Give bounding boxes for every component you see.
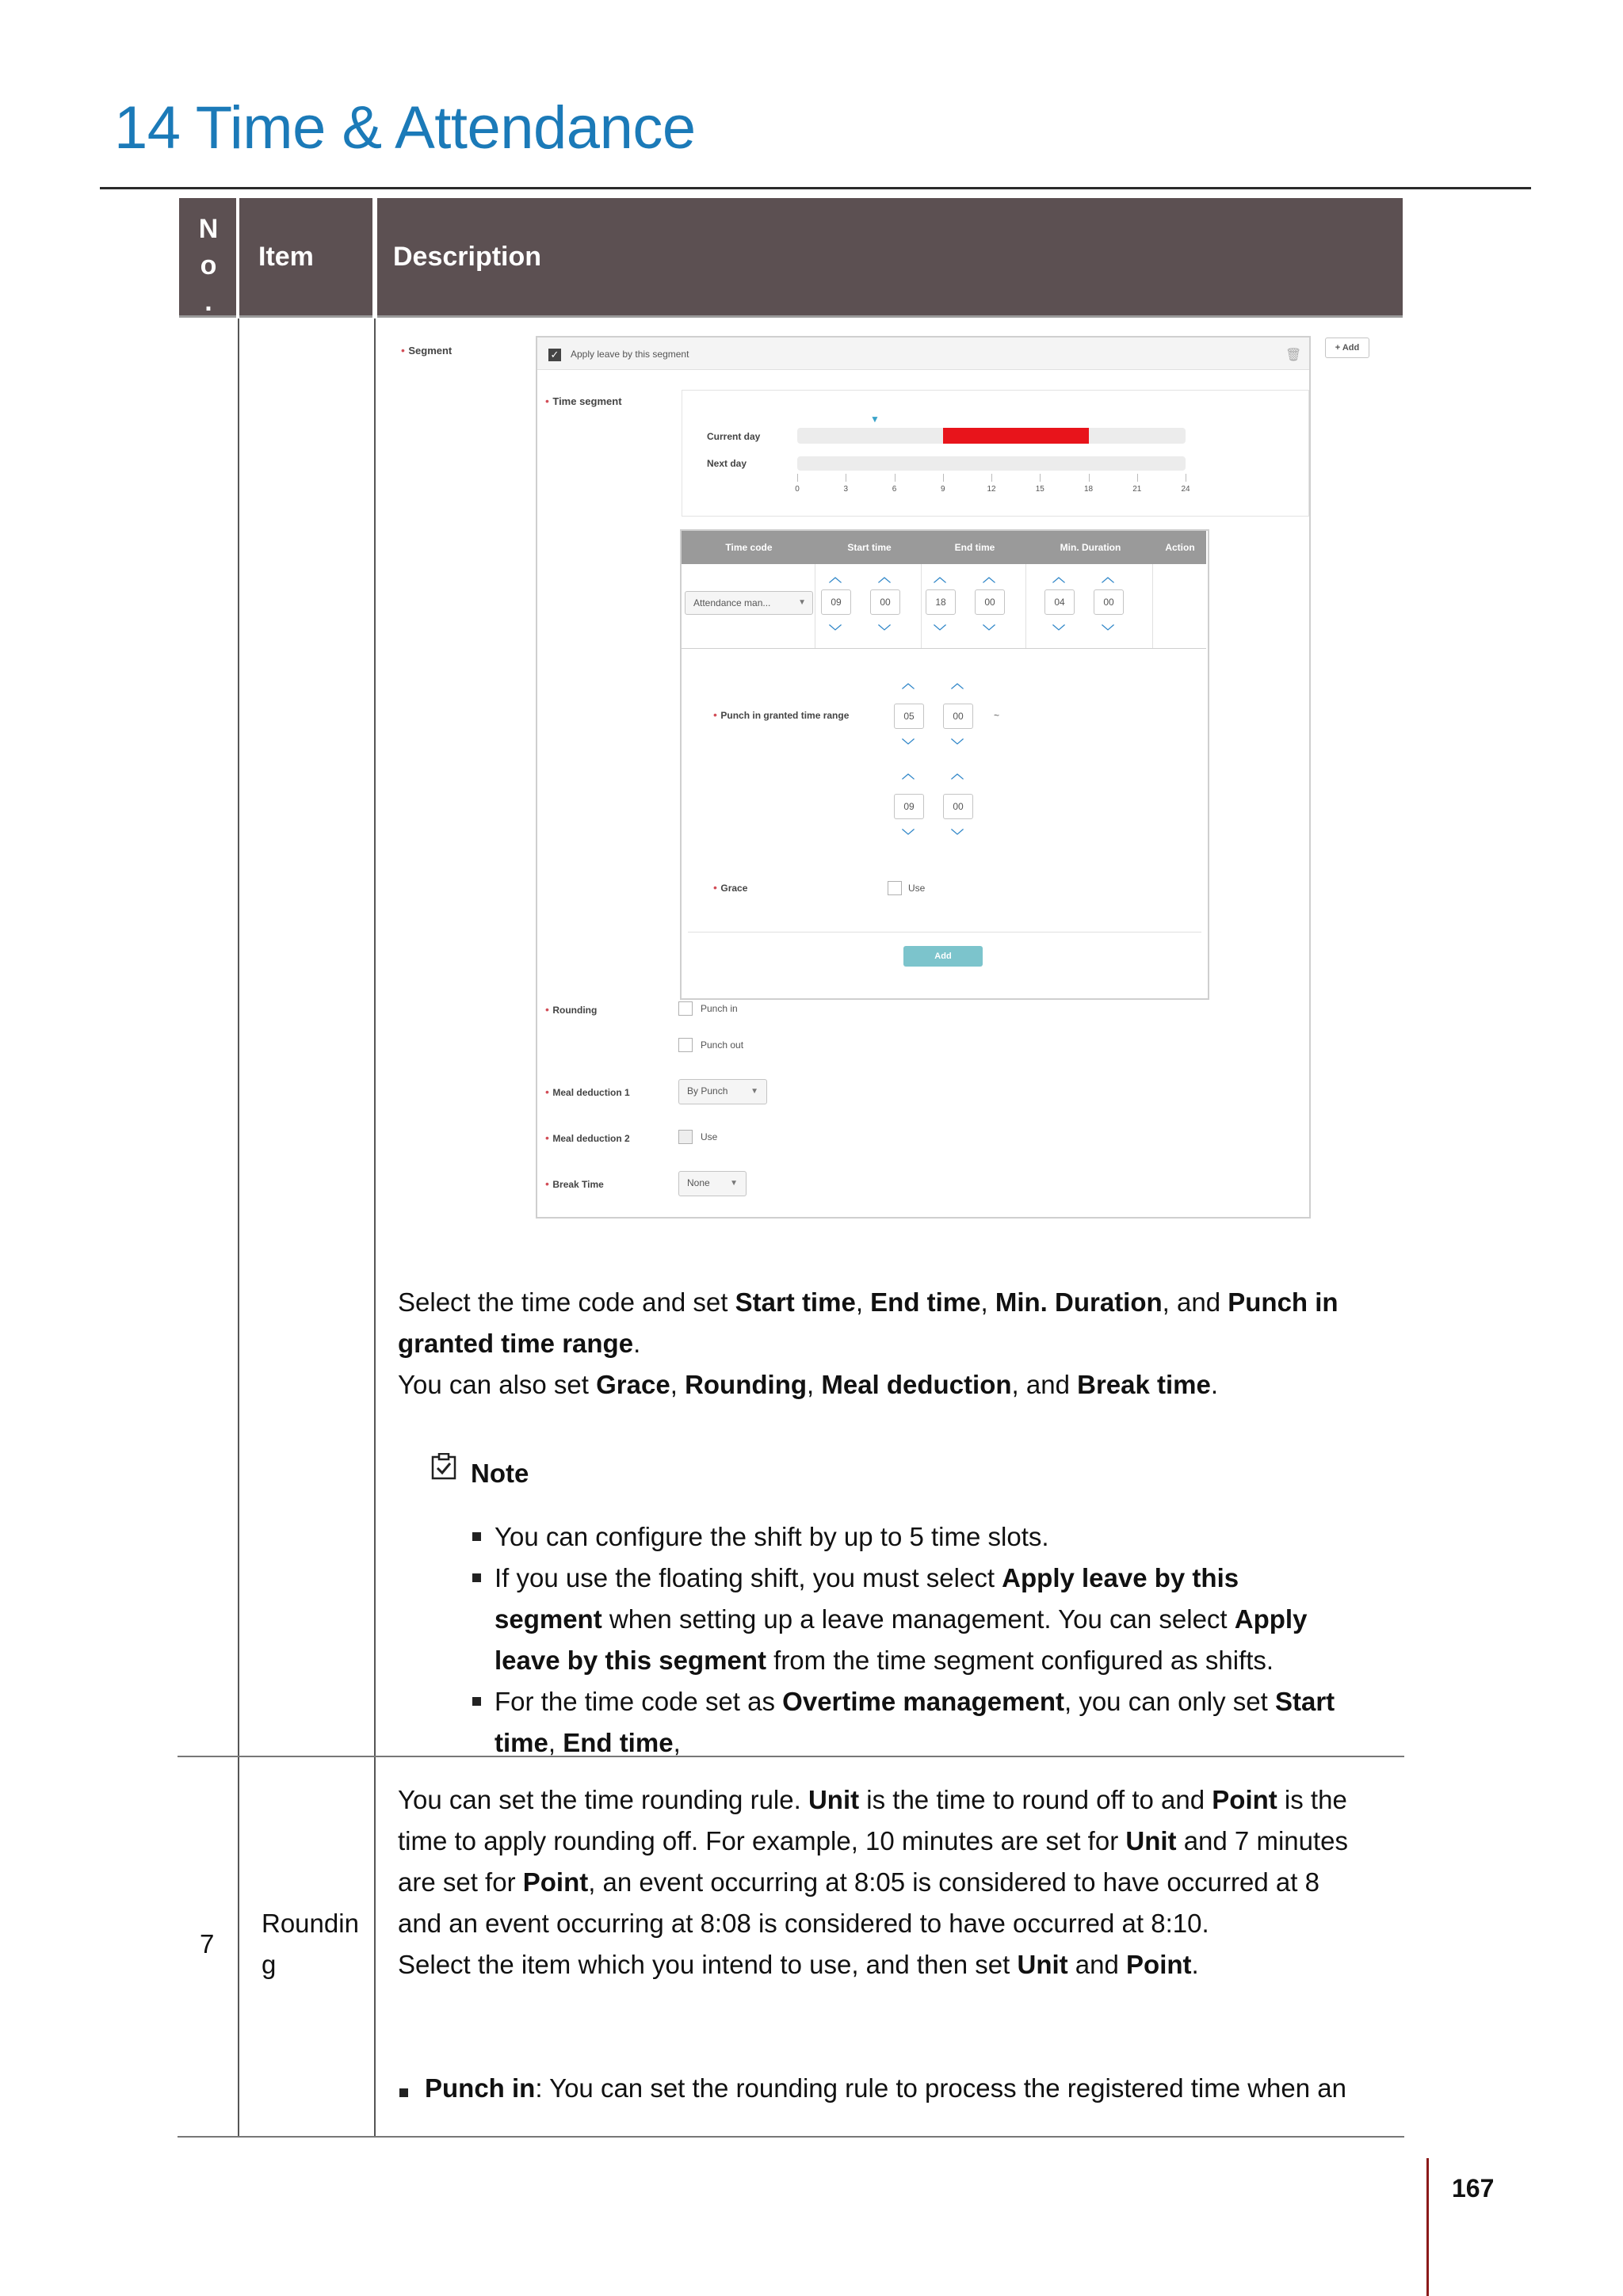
bullet bbox=[472, 1573, 481, 1582]
start-hour-down[interactable]: ﹀ bbox=[828, 625, 842, 639]
punch-to-min-down[interactable]: ﹀ bbox=[950, 830, 964, 843]
start-min-up[interactable]: ︿ bbox=[877, 571, 891, 585]
end-min-down[interactable]: ﹀ bbox=[982, 625, 995, 639]
timeline-tick-label: 15 bbox=[1035, 485, 1044, 494]
header-description-label: Description bbox=[393, 242, 542, 272]
title-rule bbox=[100, 187, 1531, 189]
row7-item: Roundin g bbox=[262, 1909, 359, 1979]
start-min-input[interactable]: 00 bbox=[870, 589, 900, 615]
meal-deduction-2-label: • Meal deduction 2 bbox=[545, 1131, 630, 1144]
note-title: Note bbox=[471, 1459, 529, 1488]
embedded-screenshot bbox=[401, 336, 1360, 1219]
add-segment-button[interactable]: + Add bbox=[1325, 338, 1369, 358]
col-sep bbox=[1152, 564, 1153, 648]
header-item-label: Item bbox=[258, 242, 314, 272]
start-hour-up[interactable]: ︿ bbox=[828, 571, 842, 585]
punch-in-checkbox[interactable] bbox=[678, 1001, 693, 1016]
start-hour-input[interactable]: 09 bbox=[821, 589, 851, 615]
punch-from-hour-up[interactable]: ︿ bbox=[901, 677, 915, 691]
col-sep bbox=[921, 564, 922, 648]
timeline-tick-label: 9 bbox=[940, 485, 945, 494]
timeline-tick-label: 12 bbox=[987, 485, 996, 494]
row7-line3: are set for Point, an event occurring at 8:05 is considered to have occurred at 8 bbox=[398, 1867, 1319, 1897]
end-min-input[interactable]: 00 bbox=[975, 589, 1005, 615]
timeline-tick-label: 3 bbox=[843, 485, 849, 494]
punch-from-min-down[interactable]: ﹀ bbox=[950, 739, 964, 753]
table-row-divider bbox=[682, 648, 1206, 649]
header-underline bbox=[377, 315, 1403, 318]
bullet bbox=[472, 1697, 481, 1706]
timeline-tick-label: 6 bbox=[892, 485, 897, 494]
end-hour-input[interactable]: 18 bbox=[926, 589, 956, 615]
col-sep bbox=[1025, 564, 1026, 648]
current-day-label: Current day bbox=[707, 431, 761, 442]
divider bbox=[688, 932, 1201, 933]
timeline-tick-label: 24 bbox=[1181, 485, 1190, 494]
page-title: 14 Time & Attendance bbox=[114, 94, 696, 162]
row-divider bbox=[178, 1756, 1404, 1757]
chevron-down-icon: ▼ bbox=[750, 1087, 758, 1096]
break-time-select[interactable]: None ▼ bbox=[678, 1171, 747, 1196]
min-min-input[interactable]: 00 bbox=[1094, 589, 1124, 615]
next-day-label: Next day bbox=[707, 458, 747, 469]
timeline-tick bbox=[1089, 474, 1090, 482]
row7-line1: You can set the time rounding rule. Unit is the time to round off to and Point is the bbox=[398, 1785, 1347, 1814]
row6-para2: You can also set Grace, Rounding, Meal deduction, and Break time. bbox=[398, 1370, 1219, 1399]
row-divider bbox=[178, 2136, 1404, 2138]
chevron-down-icon: ▼ bbox=[730, 1179, 738, 1188]
note-item-2-cont: segment when setting up a leave management. You can select Apply bbox=[495, 1604, 1308, 1634]
punch-to-min-up[interactable]: ︿ bbox=[950, 768, 964, 781]
min-hour-input[interactable]: 04 bbox=[1044, 589, 1075, 615]
punch-from-hour-down[interactable]: ﹀ bbox=[901, 739, 915, 753]
col-time-code: Time code bbox=[725, 542, 773, 553]
row7-number: 7 bbox=[200, 1929, 215, 1958]
page-number-bar bbox=[1426, 2158, 1429, 2296]
bullet bbox=[472, 1532, 481, 1541]
col-min-duration: Min. Duration bbox=[1060, 542, 1121, 553]
timeline-tick-label: 0 bbox=[795, 485, 800, 494]
rounding-label: • Rounding bbox=[545, 1003, 598, 1016]
punch-from-hour-input[interactable]: 05 bbox=[894, 704, 924, 729]
note-item-1: You can configure the shift by up to 5 time slots. bbox=[495, 1522, 1049, 1551]
timeline-tick bbox=[1137, 474, 1138, 482]
time-segment-panel bbox=[682, 390, 1309, 517]
timeline-tick bbox=[797, 474, 798, 482]
timeline-tick bbox=[991, 474, 992, 482]
punch-to-min-input[interactable]: 00 bbox=[943, 794, 973, 819]
header-underline bbox=[239, 315, 372, 318]
punch-granted-label: • Punch in granted time range bbox=[713, 708, 850, 721]
note-item-2-cont: leave by this segment from the time segment configured as shifts. bbox=[495, 1646, 1274, 1675]
grace-use-label: Use bbox=[908, 883, 926, 894]
punch-from-min-up[interactable]: ︿ bbox=[950, 677, 964, 691]
start-min-down[interactable]: ﹀ bbox=[877, 625, 891, 639]
row6-para1-cont: granted time range. bbox=[398, 1329, 641, 1358]
row7-bullet-punch-in: Punch in: You can set the rounding rule to process the registered time when an bbox=[425, 2073, 1346, 2103]
min-min-down[interactable]: ﹀ bbox=[1101, 625, 1114, 639]
add-time-code-button[interactable]: Add bbox=[903, 946, 983, 967]
page-number: 167 bbox=[1452, 2174, 1495, 2203]
next-day-track bbox=[797, 456, 1186, 471]
col-end-time: End time bbox=[954, 542, 995, 553]
punch-to-hour-down[interactable]: ﹀ bbox=[901, 830, 915, 843]
end-hour-down[interactable]: ﹀ bbox=[933, 625, 946, 639]
row7-line5: Select the item which you intend to use, and then set Unit and Point. bbox=[398, 1950, 1199, 1979]
time-code-select[interactable]: Attendance man... ▼ bbox=[685, 591, 813, 615]
meal-deduction-1-label: • Meal deduction 1 bbox=[545, 1085, 630, 1098]
grace-label: • Grace bbox=[713, 881, 748, 894]
timeline-tick bbox=[1040, 474, 1041, 482]
range-tilde: ~ bbox=[994, 710, 1000, 721]
min-min-up[interactable]: ︿ bbox=[1101, 571, 1114, 585]
punch-to-hour-input[interactable]: 09 bbox=[894, 794, 924, 819]
note-clipboard-icon bbox=[431, 1453, 456, 1480]
punch-out-checkbox[interactable] bbox=[678, 1038, 693, 1052]
current-day-highlight bbox=[943, 428, 1089, 444]
trash-icon[interactable]: 🗑 bbox=[1285, 349, 1302, 362]
meal-deduction-2-checkbox[interactable] bbox=[678, 1130, 693, 1144]
end-min-up[interactable]: ︿ bbox=[982, 571, 995, 585]
apply-leave-checkbox[interactable]: ✓ bbox=[548, 349, 561, 361]
column-divider bbox=[374, 318, 376, 2138]
end-hour-up[interactable]: ︿ bbox=[933, 571, 946, 585]
min-hour-down[interactable]: ﹀ bbox=[1052, 625, 1065, 639]
time-segment-label: • Time segment bbox=[545, 395, 622, 407]
punch-from-min-input[interactable]: 00 bbox=[943, 704, 973, 729]
break-time-label: • Break Time bbox=[545, 1177, 604, 1190]
apply-leave-label: Apply leave by this segment bbox=[571, 349, 689, 360]
note-item-3: For the time code set as Overtime management, you can only set Start bbox=[495, 1687, 1335, 1716]
bullet bbox=[399, 2088, 408, 2097]
chevron-down-icon: ▼ bbox=[798, 598, 806, 607]
col-start-time: Start time bbox=[847, 542, 892, 553]
header-no-label: N o . bbox=[198, 214, 219, 317]
meal-deduction-2-use-label: Use bbox=[701, 1131, 718, 1142]
row6-para1: Select the time code and set Start time, End time, Min. Duration, and Punch in bbox=[398, 1287, 1338, 1317]
timeline-tick bbox=[943, 474, 944, 482]
min-hour-up[interactable]: ︿ bbox=[1052, 571, 1065, 585]
grace-checkbox[interactable] bbox=[888, 881, 902, 895]
timeline-marker-icon: ▼ bbox=[870, 414, 880, 425]
col-action: Action bbox=[1165, 542, 1195, 553]
timeline-tick-label: 21 bbox=[1132, 485, 1142, 494]
row7-line2: time to apply rounding off. For example, 10 minutes are set for Unit and 7 minutes bbox=[398, 1826, 1348, 1855]
row7-line4: and an event occurring at 8:08 is considered to have occurred at 8:10. bbox=[398, 1909, 1209, 1938]
note-item-3-cont: time, End time, bbox=[495, 1728, 681, 1757]
punch-out-label: Punch out bbox=[701, 1039, 744, 1051]
meal-deduction-1-select[interactable]: By Punch ▼ bbox=[678, 1079, 767, 1104]
punch-in-label: Punch in bbox=[701, 1003, 738, 1014]
timeline-tick-label: 18 bbox=[1083, 485, 1094, 494]
punch-to-hour-up[interactable]: ︿ bbox=[901, 768, 915, 781]
note-item-2: If you use the floating shift, you must select Apply leave by this bbox=[495, 1563, 1239, 1592]
segment-label: • Segment bbox=[401, 344, 453, 357]
column-divider bbox=[238, 318, 239, 2138]
timeline-tick bbox=[895, 474, 896, 482]
